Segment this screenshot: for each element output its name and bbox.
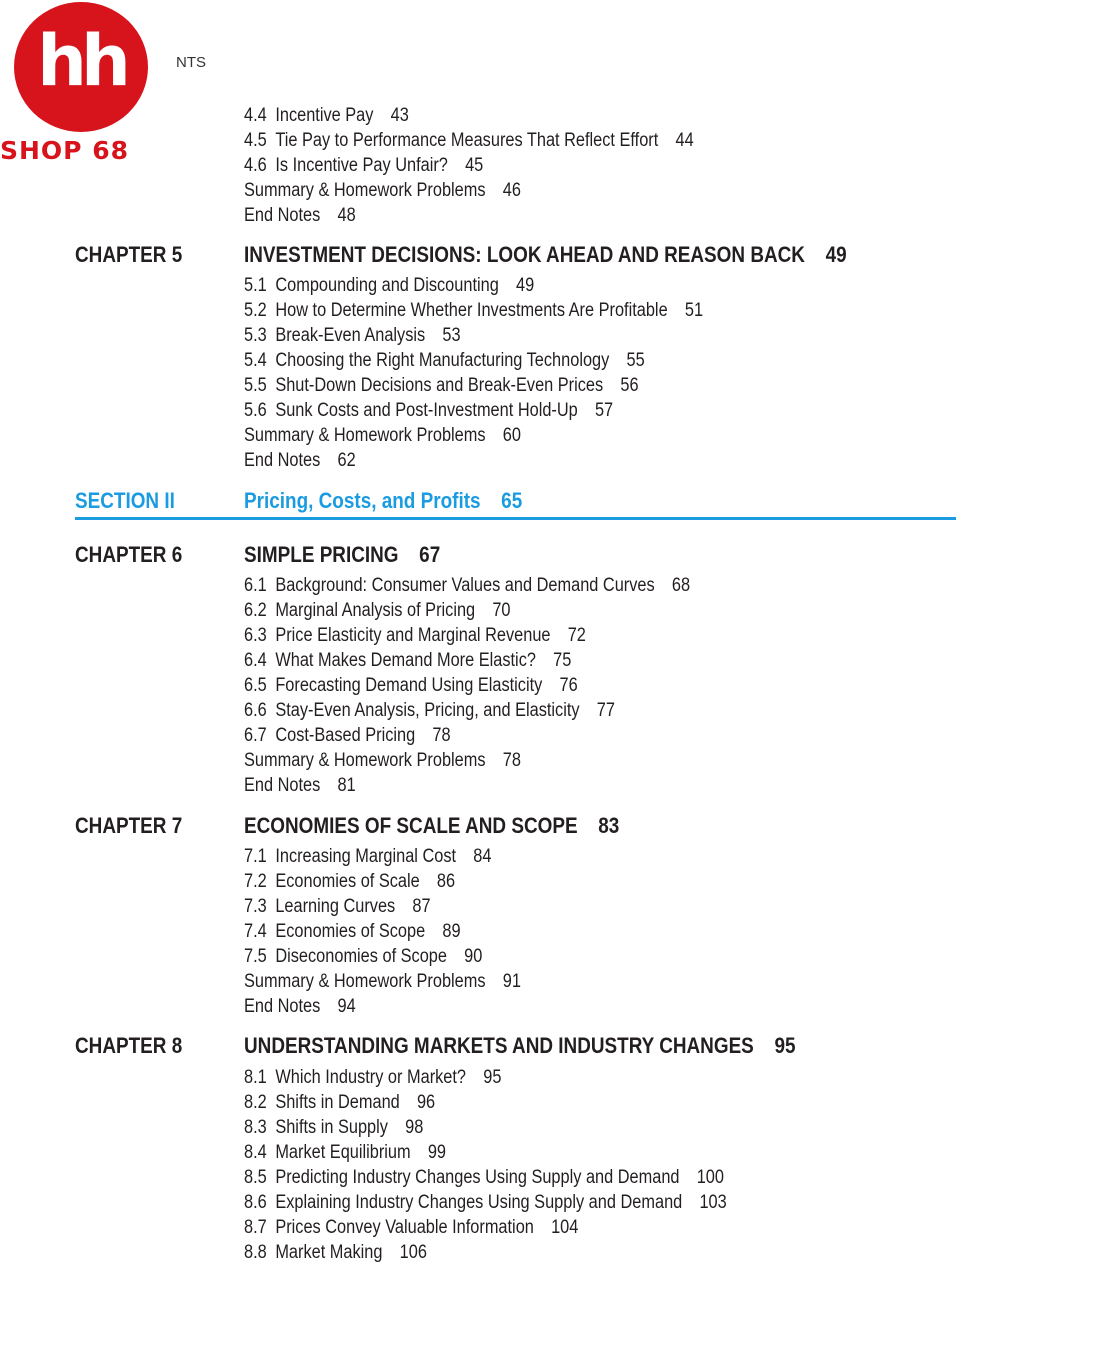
toc-entry <box>244 598 690 623</box>
entry-page: 106 <box>399 1242 427 1263</box>
entry-page: 56 <box>620 375 639 396</box>
entry-title: Shut-Down Decisions and Break-Even Prices <box>275 375 604 396</box>
chapter7-heading <box>75 813 975 843</box>
entry-page: 48 <box>337 205 356 226</box>
logo-badge: hh <box>14 2 148 132</box>
chapter6-entries <box>244 573 763 798</box>
toc-entry <box>244 1065 727 1090</box>
chapter7-entries <box>244 844 566 1019</box>
entry-title: Shifts in Demand <box>275 1092 400 1113</box>
chapter-label: CHAPTER 5 <box>75 242 183 267</box>
entry-page: 72 <box>567 625 586 646</box>
entry-page: 99 <box>427 1142 447 1163</box>
entry-number: 5.6 <box>244 400 267 421</box>
logo-shop-text: SHOP 68 <box>0 136 129 165</box>
entry-number: 6.7 <box>244 725 267 746</box>
chapter-page: 49 <box>825 242 847 267</box>
entry-page: 44 <box>675 130 694 151</box>
entry-title: Summary & Homework Problems <box>244 425 486 446</box>
chapter-title: ECONOMIES OF SCALE AND SCOPE 83 <box>244 813 620 838</box>
chapter8-heading <box>75 1033 975 1063</box>
entry-title: Choosing the Right Manufacturing Technology <box>275 350 610 371</box>
entry-page: 60 <box>502 425 521 446</box>
entry-page: 57 <box>594 400 614 421</box>
entry-title: Break-Even Analysis <box>275 325 426 346</box>
chapter-page: 95 <box>774 1033 796 1058</box>
entry-title: End Notes <box>244 775 321 796</box>
toc-entry <box>244 1090 727 1115</box>
toc-entry <box>244 723 690 748</box>
section2-heading <box>75 488 956 518</box>
entry-title: End Notes <box>244 996 321 1017</box>
entry-page: 90 <box>464 946 483 967</box>
entry-title: Tie Pay to Performance Measures That Reflect Effort <box>275 130 659 151</box>
entry-title: What Makes Demand More Elastic? <box>275 650 536 671</box>
entry-number: 5.3 <box>244 325 267 346</box>
toc-entry <box>244 969 521 994</box>
entry-title: Incentive Pay <box>275 105 374 126</box>
chapter8-entries <box>244 1065 805 1265</box>
toc-entry <box>244 698 690 723</box>
entry-page: 75 <box>553 650 572 671</box>
entry-title: Summary & Homework Problems <box>244 971 486 992</box>
entry-number: 6.2 <box>244 600 267 621</box>
entry-title: Increasing Marginal Cost <box>275 846 457 867</box>
chapter5-entries <box>244 273 778 473</box>
entry-number: 6.5 <box>244 675 267 696</box>
entry-page: 51 <box>684 300 704 321</box>
entry-number: 5.1 <box>244 275 267 296</box>
entry-page: 96 <box>416 1092 436 1113</box>
entry-number: 7.4 <box>244 921 267 942</box>
entry-page: 53 <box>442 325 461 346</box>
chapter-title: SIMPLE PRICING 67 <box>244 542 441 567</box>
toc-entry <box>244 128 694 153</box>
toc-entry <box>244 273 703 298</box>
entry-page: 81 <box>337 775 356 796</box>
toc-entry <box>244 919 521 944</box>
entry-number: 7.2 <box>244 871 267 892</box>
entry-number: 8.6 <box>244 1192 267 1213</box>
entry-title: Which Industry or Market? <box>275 1067 467 1088</box>
toc-entry <box>244 773 690 798</box>
entry-title: Price Elasticity and Marginal Revenue <box>275 625 551 646</box>
entry-title: How to Determine Whether Investments Are Profitable <box>275 300 668 321</box>
chapter-label: CHAPTER 7 <box>75 813 183 838</box>
entry-page: 87 <box>412 896 431 917</box>
entry-page: 62 <box>337 450 356 471</box>
shop-logo <box>14 2 148 132</box>
chapter-page: 83 <box>598 813 620 838</box>
entry-title: Explaining Industry Changes Using Supply and Demand <box>275 1192 683 1213</box>
toc-entry <box>244 844 521 869</box>
chapter-title: UNDERSTANDING MARKETS AND INDUSTRY CHANGES 95 <box>244 1033 796 1058</box>
entry-page: 89 <box>442 921 461 942</box>
chapter6-heading <box>75 542 975 572</box>
entry-number: 8.5 <box>244 1167 267 1188</box>
running-head: NTS <box>176 54 206 71</box>
entry-page: 100 <box>696 1167 724 1188</box>
entry-page: 70 <box>492 600 511 621</box>
chapter-label: CHAPTER 8 <box>75 1033 183 1058</box>
entry-number: 4.6 <box>244 155 267 176</box>
toc-entry <box>244 648 690 673</box>
entry-page: 95 <box>483 1067 502 1088</box>
toc-entry <box>244 623 690 648</box>
chapter4-entries <box>244 103 767 228</box>
toc-entry <box>244 673 690 698</box>
entry-number: 7.1 <box>244 846 267 867</box>
entry-number: 8.1 <box>244 1067 267 1088</box>
toc-entry <box>244 448 703 473</box>
toc-entry <box>244 1215 727 1240</box>
entry-page: 103 <box>699 1192 727 1213</box>
section-title: Pricing, Costs, and Profits 65 <box>244 488 523 513</box>
chapter-title: INVESTMENT DECISIONS: LOOK AHEAD AND REASON BACK 49 <box>244 242 847 267</box>
entry-number: 6.6 <box>244 700 267 721</box>
section-label: SECTION II <box>75 488 175 513</box>
toc-entry <box>244 1240 727 1265</box>
chapter5-heading <box>75 242 975 272</box>
entry-title: Forecasting Demand Using Elasticity <box>275 675 543 696</box>
toc-entry <box>244 994 521 1019</box>
toc-entry <box>244 298 703 323</box>
toc-entry <box>244 1140 727 1165</box>
entry-number: 8.7 <box>244 1217 267 1238</box>
entry-title: Background: Consumer Values and Demand Curves <box>275 575 655 596</box>
entry-page: 45 <box>465 155 484 176</box>
toc-entry <box>244 348 703 373</box>
entry-number: 8.8 <box>244 1242 267 1263</box>
entry-title: Economies of Scope <box>275 921 426 942</box>
toc-entry <box>244 1190 727 1215</box>
entry-title: Stay-Even Analysis, Pricing, and Elasticity <box>275 700 580 721</box>
entry-number: 6.1 <box>244 575 267 596</box>
entry-number: 5.5 <box>244 375 267 396</box>
toc-entry <box>244 748 690 773</box>
toc-entry <box>244 153 694 178</box>
entry-number: 5.2 <box>244 300 267 321</box>
toc-entry <box>244 944 521 969</box>
toc-entry <box>244 203 694 228</box>
entry-page: 68 <box>671 575 691 596</box>
entry-page: 84 <box>473 846 492 867</box>
entry-title: Shifts in Supply <box>275 1117 388 1138</box>
entry-title: Prices Convey Valuable Information <box>275 1217 534 1238</box>
entry-number: 7.5 <box>244 946 267 967</box>
entry-title: Predicting Industry Changes Using Supply and Demand <box>275 1167 680 1188</box>
toc-entry <box>244 894 521 919</box>
toc-entry <box>244 373 703 398</box>
entry-title: Is Incentive Pay Unfair? <box>275 155 448 176</box>
entry-page: 78 <box>432 725 451 746</box>
entry-number: 6.3 <box>244 625 267 646</box>
entry-number: 6.4 <box>244 650 267 671</box>
entry-title: Sunk Costs and Post-Investment Hold-Up <box>275 400 578 421</box>
toc-entry <box>244 323 703 348</box>
entry-number: 8.4 <box>244 1142 267 1163</box>
entry-title: Marginal Analysis of Pricing <box>275 600 476 621</box>
entry-number: 7.3 <box>244 896 267 917</box>
entry-title: Market Making <box>275 1242 383 1263</box>
entry-number: 8.2 <box>244 1092 267 1113</box>
toc-entry <box>244 573 690 598</box>
entry-title: Compounding and Discounting <box>275 275 499 296</box>
entry-page: 46 <box>502 180 521 201</box>
toc-entry <box>244 869 521 894</box>
toc-entry <box>244 423 703 448</box>
entry-title: Market Equilibrium <box>275 1142 411 1163</box>
toc-entry <box>244 1165 727 1190</box>
entry-page: 78 <box>502 750 521 771</box>
entry-page: 43 <box>390 105 409 126</box>
toc-entry <box>244 1115 727 1140</box>
entry-page: 98 <box>405 1117 424 1138</box>
toc-entry <box>244 103 694 128</box>
entry-number: 5.4 <box>244 350 267 371</box>
entry-title: Diseconomies of Scope <box>275 946 447 967</box>
entry-title: End Notes <box>244 205 321 226</box>
entry-page: 55 <box>626 350 645 371</box>
chapter-page: 67 <box>419 542 441 567</box>
entry-page: 77 <box>596 700 615 721</box>
entry-page: 94 <box>337 996 356 1017</box>
entry-page: 91 <box>502 971 521 992</box>
section-rule <box>75 517 956 520</box>
section-page: 65 <box>501 488 523 513</box>
entry-page: 76 <box>559 675 578 696</box>
entry-number: 8.3 <box>244 1117 267 1138</box>
entry-title: Economies of Scale <box>275 871 420 892</box>
entry-title: End Notes <box>244 450 321 471</box>
entry-title: Summary & Homework Problems <box>244 180 486 201</box>
entry-page: 49 <box>515 275 535 296</box>
entry-page: 86 <box>436 871 456 892</box>
chapter-label: CHAPTER 6 <box>75 542 183 567</box>
toc-entry <box>244 398 703 423</box>
entry-title: Cost-Based Pricing <box>275 725 416 746</box>
entry-title: Summary & Homework Problems <box>244 750 486 771</box>
entry-number: 4.4 <box>244 105 267 126</box>
entry-title: Learning Curves <box>275 896 396 917</box>
entry-page: 104 <box>551 1217 579 1238</box>
entry-number: 4.5 <box>244 130 267 151</box>
toc-entry <box>244 178 694 203</box>
